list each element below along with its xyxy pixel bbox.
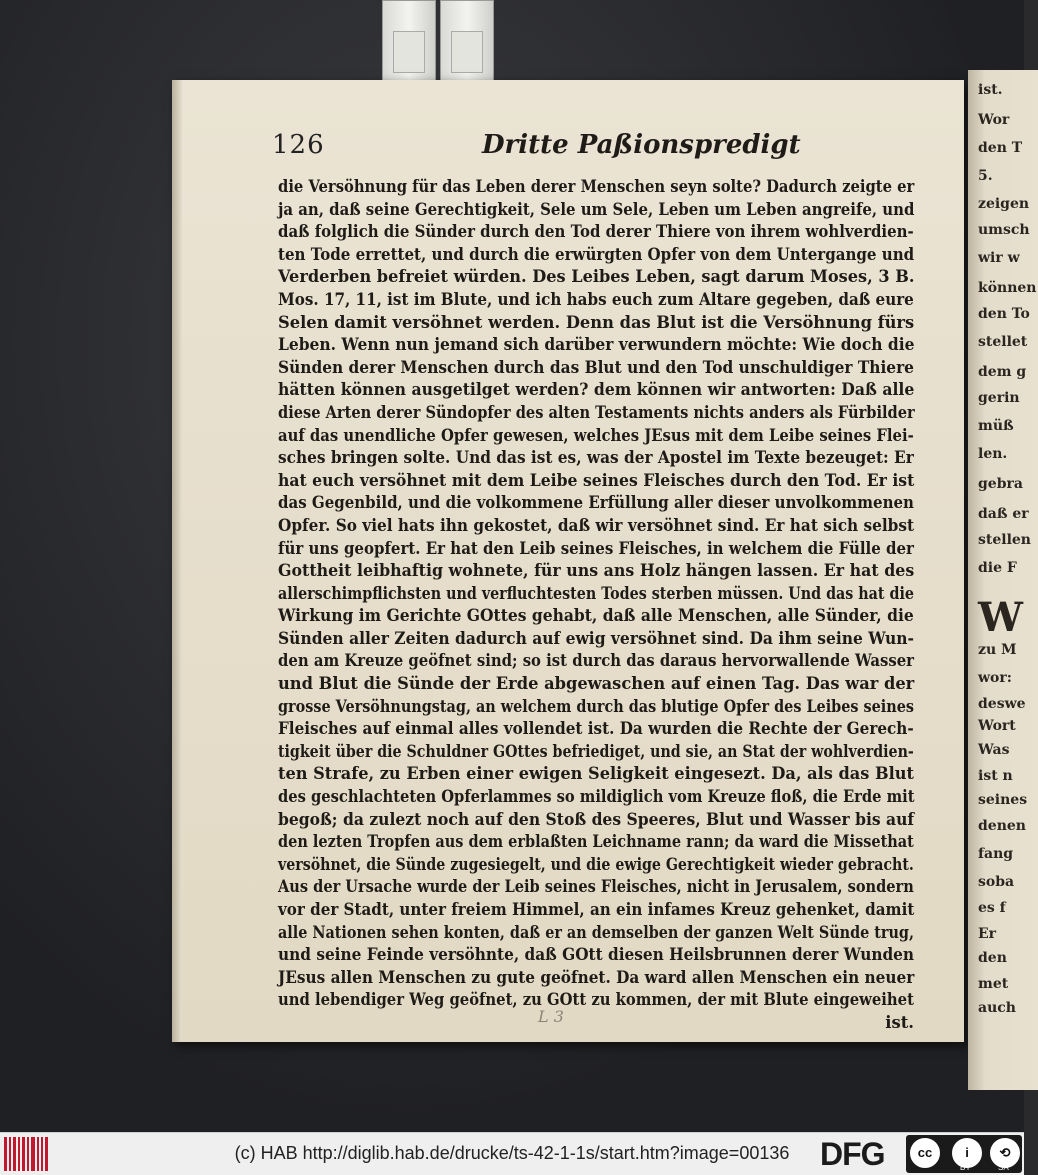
adjacent-text-fragment: stellet [978,334,1028,350]
adjacent-text-fragment: deswe [978,696,1026,712]
adjacent-text-fragment: den [978,950,1007,966]
adjacent-text-fragment: Wort [978,718,1016,734]
adjacent-text-fragment: zu M [978,642,1017,658]
adjacent-text-fragment: daß er [978,506,1029,522]
text-line: ten Strafe, zu Erben einer ewigen Seligkeit eingesezt. Da, als das Blut [278,764,914,784]
adjacent-text-fragment: W [978,594,1023,641]
text-line: sches bringen solte. Und das ist es, was der Apostel im Texte bezeuget: Er [278,448,914,468]
text-line: das Gegenbild, und die volkommene Erfüllung aller dieser unvolkommenen [278,493,914,513]
adjacent-text-fragment: gerin [978,390,1020,406]
text-line: Leben. Wenn nun jemand sich darüber verwundern möchte: Wie doch die [278,335,915,355]
adjacent-text-fragment: zeigen [978,196,1030,212]
adjacent-text-fragment: wir w [978,250,1020,266]
page-header [272,130,932,164]
text-line: allerschimpflichsten und verfluchtesten Todes sterben müssen. Und das hat die [278,583,914,603]
adjacent-page [968,70,1038,1090]
text-line: und seine Feinde versöhnte, daß GOtt diesen Heilsbrunnen derer Wunden [278,945,915,965]
cc-license-badge[interactable] [906,1135,1022,1173]
text-line: versöhnet, die Sünde zugesiegelt, und die ewige Gerechtigkeit wieder gebracht. [278,854,914,874]
adjacent-text-fragment: Was [978,742,1010,758]
text-line: alle Nationen sehen konten, daß er an demselben der ganzen Welt Sünde trug, [278,922,914,942]
running-title: Dritte Paßionspredigt [482,130,801,160]
text-line: daß folglich die Sünder durch den Tod derer Thiere von ihrem wohlverdien- [278,222,914,242]
text-line: auf das unendliche Opfer gewesen, welches JEsus mit dem Leibe seines Flei- [278,425,914,445]
dfg-logo: DFG [820,1136,885,1172]
text-line: Wirkung im Gerichte GOttes gehabt, daß alle Menschen, alle Sünder, die [278,606,914,626]
adjacent-text-fragment: ist n [978,768,1013,784]
sa-icon: ⟲ [990,1138,1020,1168]
signature-mark: L 3 [538,1007,564,1026]
text-line: Opfer. So viel hats ihn gekostet, daß wir versöhnet sind. Er hat sich selbst [278,515,915,535]
text-line: den lezten Tropfen aus dem erblaßten Leichname rann; da ward die Missethat [278,832,914,852]
adjacent-text-fragment: können [978,280,1037,296]
text-line: vor der Stadt, unter freiem Himmel, an ein infames Kreuz gehenket, damit [278,900,915,919]
adjacent-text-fragment: wor: [978,670,1012,686]
adjacent-text-fragment: Wor [978,112,1010,128]
text-line: und Blut die Sünde der Erde abgewaschen auf einen Tag. Das war der [278,674,915,694]
text-line: JEsus allen Menschen zu gute geöfnet. Da ward allen Menschen ein neuer [278,967,915,987]
adjacent-text-fragment: auch [978,1000,1016,1016]
adjacent-text-fragment: den To [978,306,1030,322]
text-line: Verderben befreiet würden. Des Leibes Leben, sagt darum Moses, 3 B. [278,267,915,287]
text-line: ja an, daß seine Gerechtigkeit, Sele um Sele, Leben um Leben angreife, und [278,199,915,219]
page-gutter [172,80,182,1042]
adjacent-text-fragment: 5. [978,168,993,184]
license-by-label: BY [960,1163,971,1172]
text-line: des geschlachteten Opferlammes so mildiglich vom Kreuze floß, die Erde mit [278,787,915,807]
adjacent-text-fragment: ist. [978,82,1003,98]
adjacent-text-fragment: met [978,976,1009,992]
catchword: ist. [885,1012,914,1032]
text-line: Selen damit versöhnet werden. Denn das Blut ist die Versöhnung fürs [278,312,915,332]
text-line: Sünden derer Menschen durch das Blut und den Tod unschuldiger Thiere [278,357,914,377]
license-sa-label: SA [998,1163,1009,1172]
text-line: Mos. 17, 11, ist im Blute, und ich habs euch zum Altare gegeben, daß eure [278,289,914,309]
adjacent-text-fragment: Er [978,926,997,942]
adjacent-text-fragment: gebra [978,476,1023,492]
text-line: den am Kreuze geöfnet sind; so ist durch das daraus hervorwallende Wasser [278,651,915,671]
text-line: für uns geopfert. Er hat den Leib seines Fleisches, in welchem die Fülle der [278,538,914,558]
adjacent-text-fragment: den T [978,140,1023,156]
text-line: tigkeit über die Schuldner GOttes befriediget, und sie, an Stat der wohlverdien- [278,741,914,761]
text-line: grosse Versöhnungstag, an welchem durch das blutige Opfer des Leibes seines [278,696,914,716]
adjacent-text-fragment: es f [978,900,1006,916]
text-line: Aus der Ursache wurde der Leib seines Fleisches, nicht in Jerusalem, sondern [278,877,914,897]
adjacent-text-fragment: soba [978,874,1015,890]
copyright-link[interactable]: (c) HAB http://diglib.hab.de/drucke/ts-42-1-1s/start.htm?image=00136 [234,1143,790,1163]
by-icon: i [952,1138,982,1168]
footer-bar [0,1132,1024,1175]
text-line: Fleisches auf einmal alles vollendet ist. Da wurden die Rechte der Gerech- [278,719,914,739]
adjacent-text-fragment: fang [978,846,1014,862]
text-line: diese Arten derer Sündopfer des alten Testaments nichts anders als Fürbilder [278,402,915,422]
book-clip-right [440,0,494,92]
cc-icon: cc [910,1138,940,1168]
adjacent-text-fragment: denen [978,818,1026,834]
page-number: 126 [272,130,325,160]
text-line: begoß; da zulezt noch auf den Stoß des Speeres, Blut und Wasser bis auf [278,809,915,829]
adjacent-text-fragment: die F [978,560,1017,576]
text-line: ten Tode errettet, und durch die erwürgten Opfer von dem Untergange und [278,244,915,264]
adjacent-text-fragment: müß [978,418,1014,434]
body-text [278,176,914,1035]
text-line: Sünden aller Zeiten dadurch auf ewig versöhnet sind. Da ihm seine Wun- [278,628,914,648]
book-clip-left [382,0,436,92]
text-line: hat euch versöhnet mit dem Leibe seines Fleisches durch den Tod. Er ist [278,470,915,490]
adjacent-text-fragment: len. [978,446,1008,462]
text-line: Gottheit leibhaftig wohnete, für uns ans Holz hängen lassen. Er hat des [278,561,915,581]
adjacent-text-fragment: seines [978,792,1028,808]
text-line: hätten können ausgetilget werden? dem können wir antworten: Daß alle [278,380,915,400]
text-line: die Versöhnung für das Leben derer Menschen seyn solte? Dadurch zeigte er [278,177,915,196]
book-page [172,80,964,1042]
adjacent-text-fragment: stellen [978,532,1031,548]
adjacent-text-fragment: umsch [978,222,1030,238]
text-line: und lebendiger Weg geöfnet, zu GOtt zu kommen, der mit Blute eingeweihet [278,990,914,1010]
adjacent-text-fragment: dem g [978,364,1027,380]
